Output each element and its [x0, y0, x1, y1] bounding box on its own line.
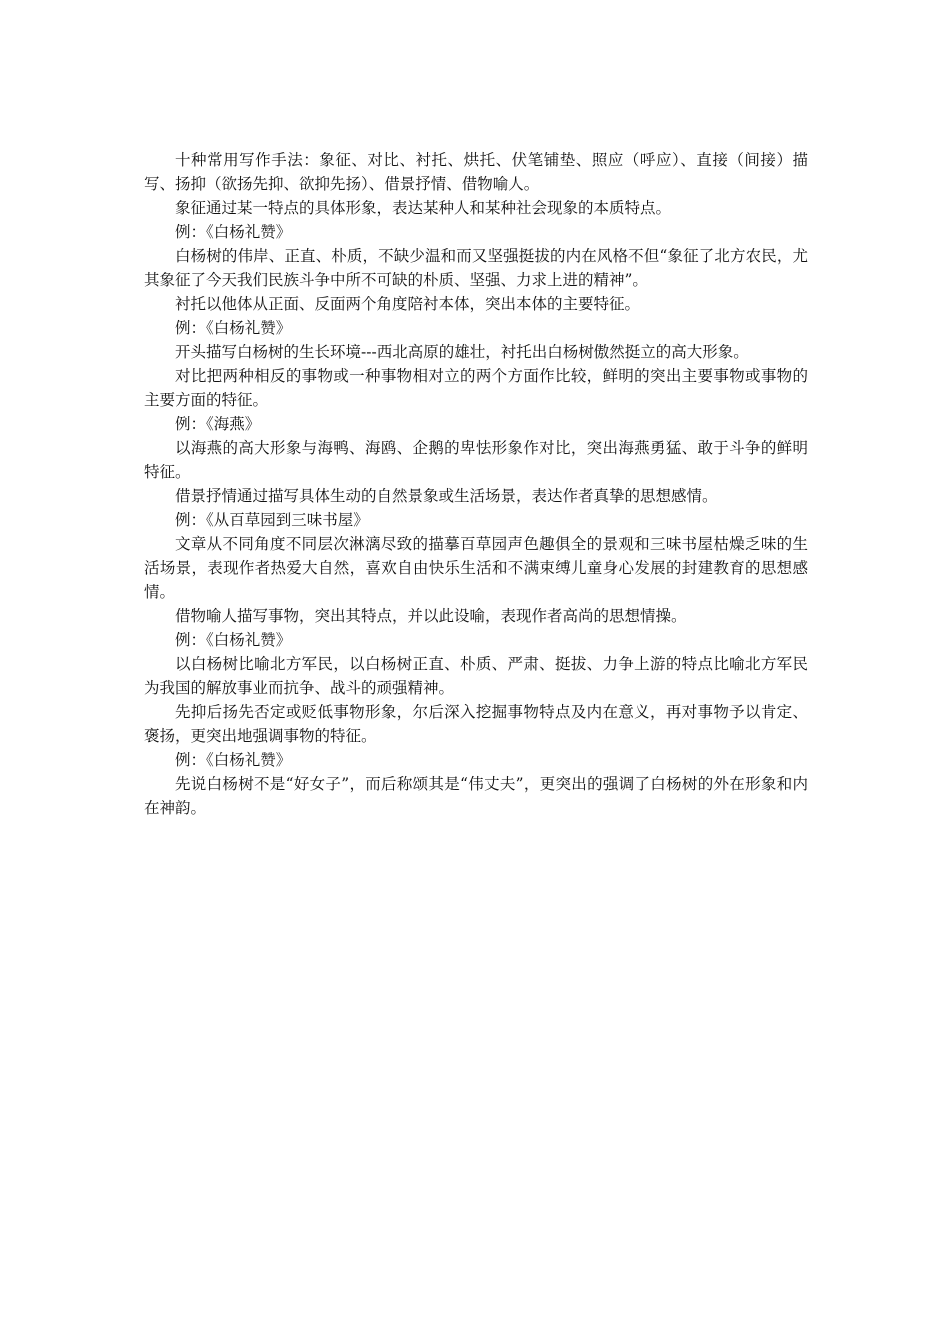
paragraph-metaphor-definition: 借物喻人描写事物，突出其特点，并以此设喻，表现作者高尚的思想情操。 [175, 607, 687, 625]
paragraph-contrast-definition: 对比把两种相反的事物或一种事物相对立的两个方面作比较，鲜明的突出主要事物或事物的主要方面的特征。 [144, 367, 808, 409]
paragraph-symbolism-example: 白杨树的伟岸、正直、朴质，不缺少温和而又坚强挺拔的内在风格不但“象征了北方农民，尤其象征了今天我们民族斗争中所不可缺的朴质、坚强、力求上进的精神”。 [144, 247, 808, 289]
paragraph-scenery-definition: 借景抒情通过描写具体生动的自然景象或生活场景，表达作者真挚的思想感情。 [175, 487, 718, 505]
paragraph-example-label: 例：《海燕》 [175, 415, 261, 433]
paragraph-example-label: 例：《白杨礼赞》 [175, 319, 292, 337]
paragraph-symbolism-definition: 象征通过某一特点的具体形象，表达某种人和某种社会现象的本质特点。 [175, 199, 672, 217]
paragraph-contrast-example: 以海燕的高大形象与海鸭、海鸥、企鹅的卑怯形象作对比，突出海燕勇猛、敢于斗争的鲜明特征。 [144, 439, 808, 481]
paragraph-example-label: 例：《从百草园到三味书屋》 [175, 511, 369, 529]
paragraph-foil-definition: 衬托以他体从正面、反面两个角度陪衬本体，突出本体的主要特征。 [175, 295, 641, 313]
paragraph-foil-example: 开头描写白杨树的生长环境---西北高原的雄壮，衬托出白杨树傲然挺立的高大形象。 [175, 343, 749, 361]
paragraph-intro: 十种常用写作手法：象征、对比、衬托、烘托、伏笔铺垫、照应（呼应）、直接（间接）描写、扬抑（欲扬先抑、欲抑先扬）、借景抒情、借物喻人。 [144, 151, 808, 193]
paragraph-example-label: 例：《白杨礼赞》 [175, 751, 292, 769]
paragraph-suppress-praise-example: 先说白杨树不是“好女子”，而后称颂其是“伟丈夫”，更突出的强调了白杨树的外在形象和内在神韵。 [144, 775, 808, 817]
paragraph-example-label: 例：《白杨礼赞》 [175, 223, 292, 241]
paragraph-scenery-example: 文章从不同角度不同层次淋漓尽致的描摹百草园声色趣俱全的景观和三味书屋枯燥乏味的生活场景，表现作者热爱大自然，喜欢自由快乐生活和不满束缚儿童身心发展的封建教育的思想感情。 [144, 535, 808, 601]
paragraph-suppress-praise-definition: 先抑后扬先否定或贬低事物形象，尔后深入挖掘事物特点及内在意义，再对事物予以肯定、褒扬，更突出地强调事物的特征。 [144, 703, 808, 745]
paragraph-example-label: 例：《白杨礼赞》 [175, 631, 292, 649]
paragraph-metaphor-example: 以白杨树比喻北方军民，以白杨树正直、朴质、严肃、挺拔、力争上游的特点比喻北方军民为我国的解放事业而抗争、战斗的顽强精神。 [144, 655, 808, 697]
document-body [144, 148, 808, 820]
